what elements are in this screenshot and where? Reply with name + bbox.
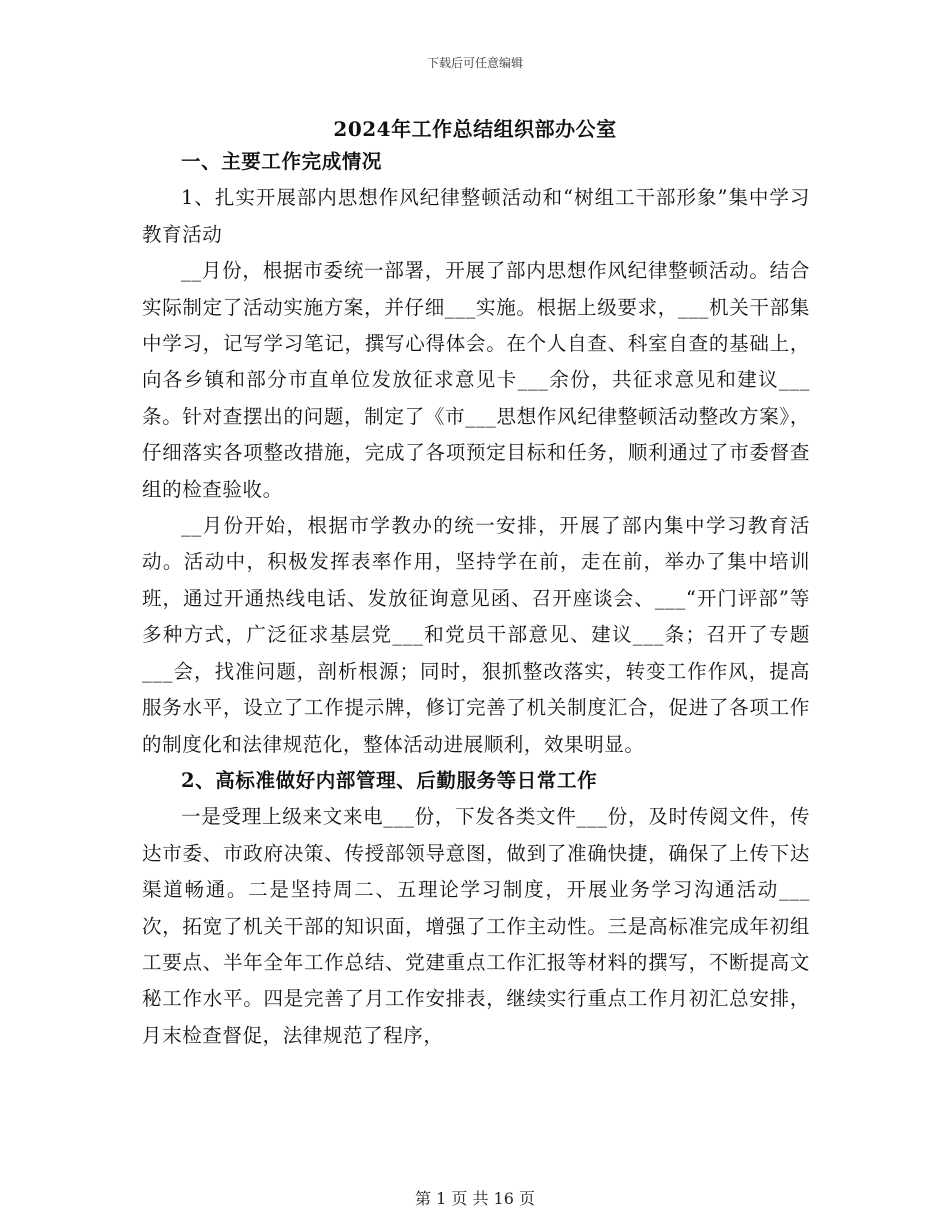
paragraph-1: __月份，根据市委统一部署，开展了部内思想作风纪律整顿活动。结合实际制定了活动实施方案，并仔细___实施。根据上级要求，___机关干部集中学习，记写学习笔记，撰写心得体会。在个人自查、科室自查的基础上，向各乡镇和部分市直单位发放征求意见卡___余份，共征求意见和建议___条。针对查摆出的问题，制定了《市___思想作风纪律整顿活动整改方案》，仔细落实各项整改措施，完成了各项预定目标和任务，顺利通过了市委督查组的检查验收。 [142, 259, 810, 501]
paragraph-3: 一是受理上级来文来电___份，下发各类文件___份，及时传阅文件，传达市委、市政府决策、传授部领导意图，做到了准确快捷，确保了上传下达渠道畅通。二是坚持周二、五理论学习制度，开展业务学习沟通活动___次，拓宽了机关干部的知识面，增强了工作主动性。三是高标准完成年初组工要点、半年全年工作总结、党建重点工作汇报等材料的撰写，不断提高文秘工作水平。四是完善了月工作安排表，继续实行重点工作月初汇总安排，月末检查督促，法律规范了程序， [142, 805, 810, 1047]
item-heading-2: 2、高标准做好内部管理、后勤服务等日常工作 [181, 768, 598, 792]
document-body [142, 144, 810, 1054]
header-note: 下载后可任意编辑 [426, 56, 523, 70]
item-heading-1: 1、扎实开展部内思想作风纪律整顿活动和“树组工干部形象”集中学习教育活动 [142, 186, 810, 246]
document-title: 2024年工作总结组织部办公室 [333, 117, 617, 141]
paragraph-2: __月份开始，根据市学教办的统一安排，开展了部内集中学习教育活动。活动中，积极发挥表率作用，坚持学在前，走在前，举办了集中培训班，通过开通热线电话、发放征询意见函、召开座谈会、___“开门评部”等多种方式，广泛征求基层党___和党员干部意见、建议___条；召开了专题___会，找准问题，剖析根源；同时，狠抓整改落实，转变工作作风，提高服务水平，设立了工作提示牌，修订完善了机关制度汇合，促进了各项工作的制度化和法律规范化，整体活动进展顺利，效果明显。 [142, 514, 810, 756]
section-heading-main-work: 一、主要工作完成情况 [181, 150, 383, 173]
page-number: 第 1 页 共 16 页 [415, 1189, 535, 1208]
